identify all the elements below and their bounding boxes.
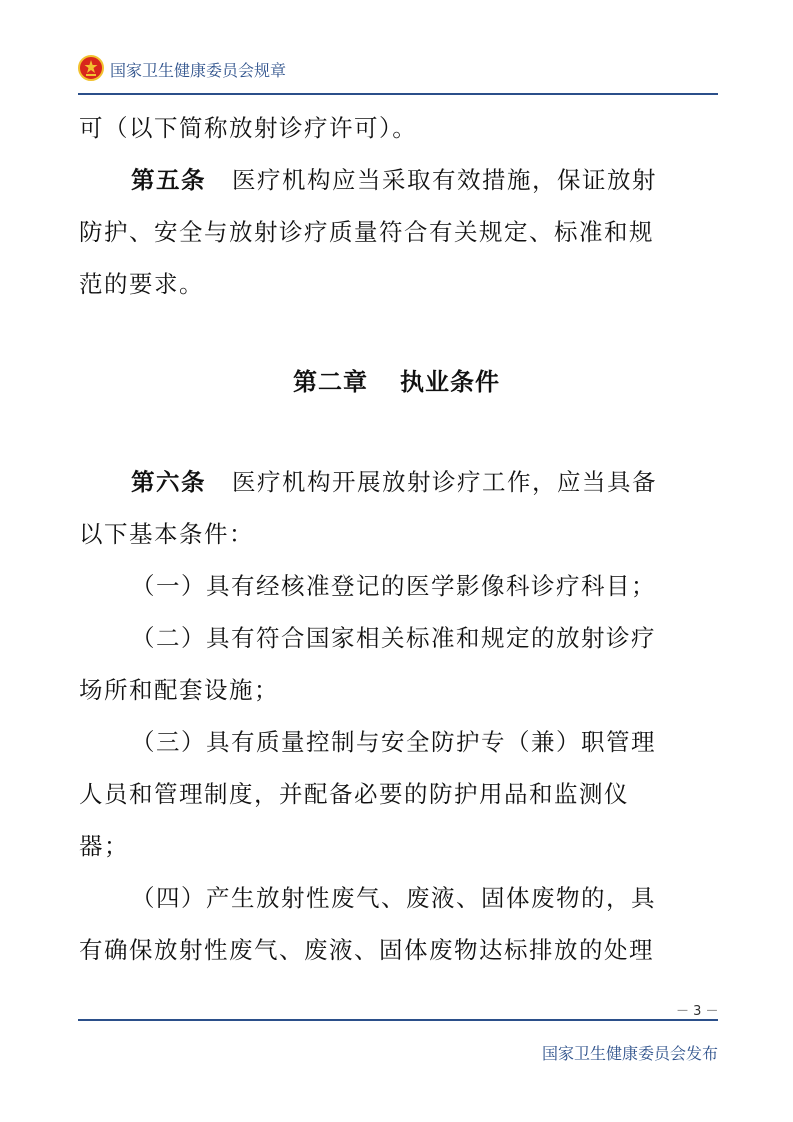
chapter-heading [0, 362, 793, 397]
chapter-number: 第二章 [293, 368, 368, 396]
footer-divider [78, 1019, 718, 1021]
item-4-line-1: （四）产生放射性废气、废液、固体废物的，具 [131, 884, 656, 912]
page-header [78, 52, 718, 88]
item-2-line-2: 场所和配套设施； [79, 676, 279, 704]
header-title: 国家卫生健康委员会规章 [110, 61, 287, 80]
chapter-title: 执业条件 [400, 368, 500, 396]
article-5-line-2: 防护、安全与放射诊疗质量符合有关规定、标准和规 [79, 218, 654, 246]
footer-publisher: 国家卫生健康委员会发布 [541, 1044, 718, 1063]
item-3-line-2: 人员和管理制度，并配备必要的防护用品和监测仪 [79, 780, 629, 808]
item-4-line-2: 有确保放射性废气、废液、固体废物达标排放的处理 [79, 936, 654, 964]
header-divider [78, 93, 718, 95]
article-5-label: 第五条 [131, 166, 206, 194]
item-3-line-1: （三）具有质量控制与安全防护专（兼）职管理 [131, 728, 656, 756]
article-5-line-3: 范的要求。 [79, 270, 204, 298]
article-6-label: 第六条 [131, 468, 206, 496]
article-6-line-1: 第六条 医疗机构开展放射诊疗工作，应当具备 [131, 468, 657, 496]
item-1: （一）具有经核准登记的医学影像科诊疗科目； [131, 572, 656, 600]
national-emblem-icon [78, 55, 104, 81]
article-5-line-1: 第五条 医疗机构应当采取有效措施，保证放射 [131, 166, 657, 194]
item-2-line-1: （二）具有符合国家相关标准和规定的放射诊疗 [131, 624, 656, 652]
paragraph-continued: 可（以下简称放射诊疗许可）。 [79, 114, 418, 142]
page-number: － 3 － [676, 1004, 719, 1019]
item-3-line-3: 器； [79, 832, 129, 860]
article-6-line-2: 以下基本条件： [79, 520, 254, 548]
